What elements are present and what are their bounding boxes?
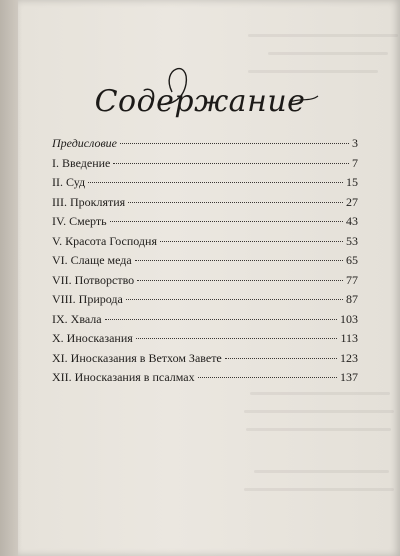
dot-leader bbox=[120, 143, 349, 144]
page-title: Содержание bbox=[94, 84, 306, 119]
toc-entry-title: IV. Смерть bbox=[52, 214, 107, 228]
toc-entry[interactable] bbox=[52, 136, 358, 156]
toc-entry-page-number: 3 bbox=[352, 136, 358, 150]
toc-entry-page-number: 7 bbox=[352, 155, 358, 170]
dot-leader bbox=[198, 377, 337, 378]
contents-heading bbox=[0, 62, 400, 132]
toc-entry[interactable] bbox=[52, 175, 358, 195]
toc-entry-page-number: 123 bbox=[340, 350, 358, 365]
toc-entry[interactable] bbox=[52, 156, 358, 176]
toc-entry-page-number: 103 bbox=[340, 311, 358, 326]
dot-leader bbox=[126, 299, 343, 300]
dot-leader bbox=[137, 280, 343, 281]
toc-entry-title: IX. Хвала bbox=[52, 311, 102, 326]
toc-entry-title: I. Введение bbox=[52, 155, 111, 170]
bleed-through-line bbox=[268, 52, 388, 55]
toc-entry-page-number: 65 bbox=[346, 253, 358, 267]
toc-entry[interactable] bbox=[52, 292, 358, 312]
dot-leader bbox=[113, 163, 349, 164]
bleed-through-line bbox=[244, 410, 394, 413]
dot-leader bbox=[105, 319, 337, 320]
toc-entry[interactable] bbox=[52, 214, 358, 234]
toc-entry[interactable] bbox=[52, 331, 358, 351]
dot-leader bbox=[136, 338, 338, 339]
bleed-through-line bbox=[254, 470, 389, 473]
dot-leader bbox=[128, 202, 343, 203]
toc-entry-title: VI. Слаще меда bbox=[52, 253, 132, 267]
bleed-through-line bbox=[246, 428, 391, 431]
toc-entry-page-number: 27 bbox=[346, 194, 358, 209]
dot-leader bbox=[110, 221, 343, 222]
toc-entry-page-number: 43 bbox=[346, 214, 358, 228]
bleed-through-line bbox=[250, 392, 390, 395]
toc-entry-title: XII. Иносказания в псалмах bbox=[52, 370, 195, 384]
toc-entry-page-number: 113 bbox=[340, 331, 358, 345]
dot-leader bbox=[225, 358, 337, 359]
toc-entry[interactable] bbox=[52, 351, 358, 371]
table-of-contents bbox=[52, 136, 358, 390]
toc-entry[interactable] bbox=[52, 253, 358, 273]
toc-entry-page-number: 137 bbox=[340, 370, 358, 384]
toc-entry-title: VIII. Природа bbox=[52, 292, 123, 306]
toc-entry[interactable] bbox=[52, 234, 358, 254]
dot-leader bbox=[135, 260, 343, 261]
bleed-through-line bbox=[248, 34, 398, 37]
bleed-through-line bbox=[244, 488, 394, 491]
toc-entry[interactable] bbox=[52, 312, 358, 332]
toc-entry-page-number: 15 bbox=[346, 175, 358, 189]
toc-entry-title: V. Красота Господня bbox=[52, 233, 157, 248]
toc-entry-title: X. Иносказания bbox=[52, 331, 133, 345]
toc-entry-title: XI. Иносказания в Ветхом Завете bbox=[52, 350, 222, 365]
toc-entry-title: VII. Потворство bbox=[52, 272, 135, 287]
toc-entry-page-number: 87 bbox=[346, 292, 358, 306]
toc-entry-page-number: 77 bbox=[346, 272, 358, 287]
toc-entry[interactable] bbox=[52, 195, 358, 215]
toc-entry-page-number: 53 bbox=[346, 233, 358, 248]
dot-leader bbox=[160, 241, 343, 242]
toc-entry-title: Предисловие bbox=[52, 136, 118, 150]
toc-entry-title: II. Суд bbox=[52, 175, 86, 189]
toc-entry[interactable] bbox=[52, 273, 358, 293]
toc-entry-title: III. Проклятия bbox=[52, 194, 126, 209]
dot-leader bbox=[88, 182, 343, 183]
toc-entry[interactable] bbox=[52, 370, 358, 390]
